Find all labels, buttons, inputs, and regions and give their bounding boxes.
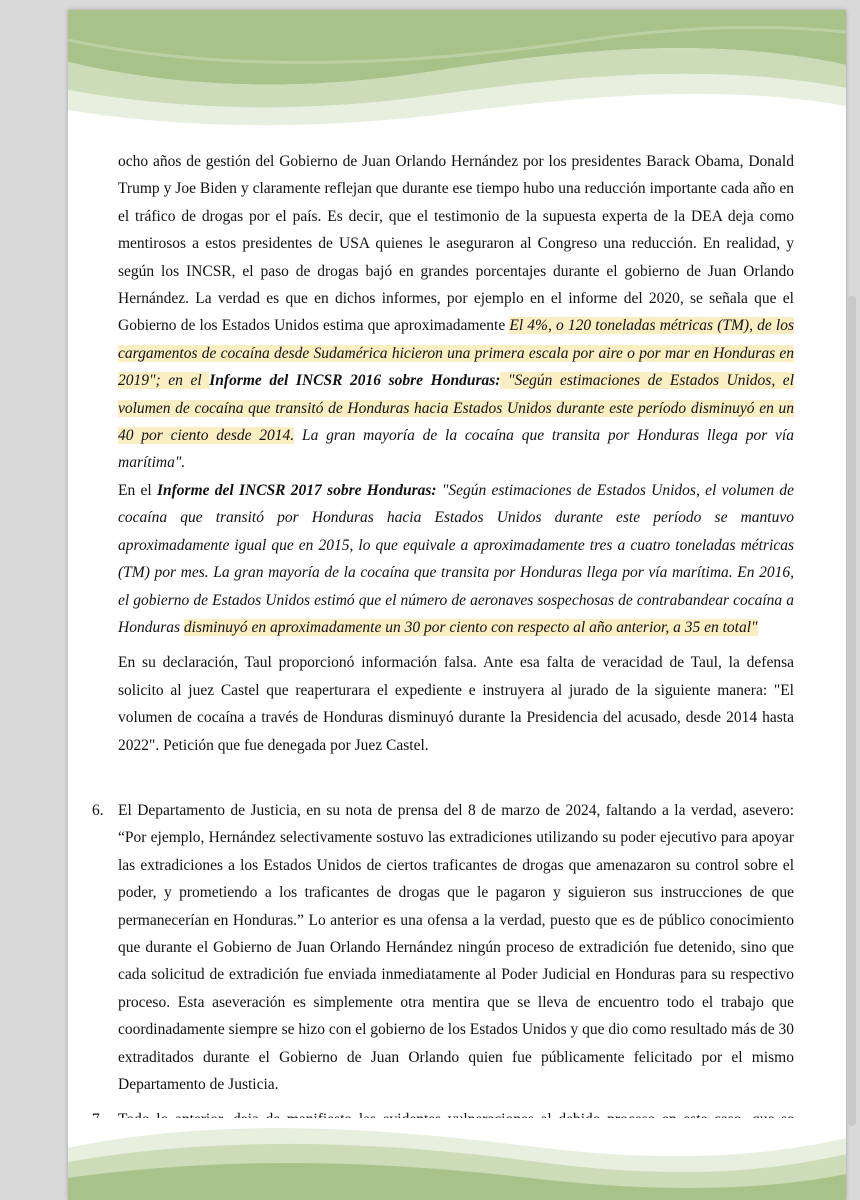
text-segment: En el [118, 481, 157, 499]
header-wave-decoration [68, 10, 846, 135]
scrollbar-thumb[interactable] [848, 296, 856, 1126]
document-page [68, 10, 846, 1200]
highlighted-quote: El 4%, o 120 toneladas métricas (TM), de los cargamentos de cocaína desde Sudamérica hicieron una primera escala por aire o por mar en Honduras en 2019"; en el [118, 317, 794, 390]
report-title-2017: Informe del INCSR 2017 sobre Honduras: [156, 481, 437, 499]
list-item-text: El Departamento de Justicia, en su nota de prensa del 8 de marzo de 2024, faltando a la verdad, asevero: “Por ejemplo, Hernández selectivamente sostuvo las extradiciones utilizando su poder ejecutivo para apoyar las extradiciones a los Estados Unidos de ciertos traficantes de drogas que amenazaron su control sobre el poder, y prometiendo a los traficantes de drogas que le pagaron y siguieron sus instrucciones de que permanecerían en Honduras.” Lo anterior es una ofensa a la verdad, puesto que es de público conocimiento que durante el Gobierno de Juan Orlando Hernández ningún proceso de extradición fue detenido, sino que cada solicitud de extradición fue enviada inmediatamente al Poder Judicial en Honduras para su respectivo proceso. Esta aseveración es simplemente otra mentira que se lleva de encuentro todo el trabajo que coordinadamente siempre se hizo con el gobierno de los Estados Unidos y que dio como resultado más de 30 extraditados durante el Gobierno de Juan Orlando quien fue públicamente felicitado por el mismo Departamento de Justicia. [118, 801, 794, 1093]
highlighted-quote: "Según estimaciones de Estados Unidos, el volumen de cocaína que transitó de Honduras hacia Estados Unidos durante este período disminuyó en un 40 por ciento desde 2014. [118, 372, 794, 445]
italic-quote: La gran mayoría de la cocaína que transita por Honduras llega por vía marítima". [118, 427, 794, 472]
document-body [92, 148, 794, 1161]
footer-wave-decoration [68, 1118, 846, 1200]
continuation-paragraph [118, 148, 794, 641]
taul-paragraph: En su declaración, Taul proporcionó información falsa. Ante esa falta de veracidad de Taul, la defensa solicito al juez Castel que reaperturara el expediente e instruyera al jurado de la siguiente manera: "El volumen de cocaína a través de Honduras disminuyó durante la Presidencia del acusado, desde 2014 hasta 2022". Petición que fue denegada por Juez Castel. [118, 654, 794, 754]
text-segment: ocho años de gestión del Gobierno de Juan Orlando Hernández por los presidentes Barack Obama, Donald Trump y Joe Biden y claramente reflejan que durante ese tiempo hubo una reducción importante cada año en el tráfico de drogas por el país. Es decir, que el testimonio de la supuesta experta de la DEA deja como mentirosos a estos presidentes de USA quienes le aseguraron al Congreso una reducción. En realidad, y según los INCSR, el paso de drogas bajó en grandes porcentajes durante el gobierno de Juan Orlando Hernández. La verdad es que en dichos informes, por ejemplo en el informe del 2020, se señala que el Gobierno de los Estados Unidos estima que aproximadamente [118, 153, 794, 335]
report-title-2016: Informe del INCSR 2016 sobre Honduras: [209, 372, 501, 390]
list-number: 6. [92, 801, 104, 819]
list-item [92, 797, 794, 1098]
highlighted-quote: disminuyó en aproximadamente un 30 por ciento con respecto al año anterior, a 35 en total" [183, 618, 758, 636]
italic-quote: "Según estimaciones de Estados Unidos, el volumen de cocaína que transitó por Honduras hacia Estados Unidos durante este período se mantuvo aproximadamente igual que en 2015, lo que equivale a aproximadamente tres a cuatro toneladas métricas (TM) por mes. La gran mayoría de la cocaína que transita por Honduras llega por vía marítima. En 2016, el gobierno de Estados Unidos estimó que el número de aeronaves sospechosas de contrabandear cocaína a Honduras [118, 481, 794, 636]
